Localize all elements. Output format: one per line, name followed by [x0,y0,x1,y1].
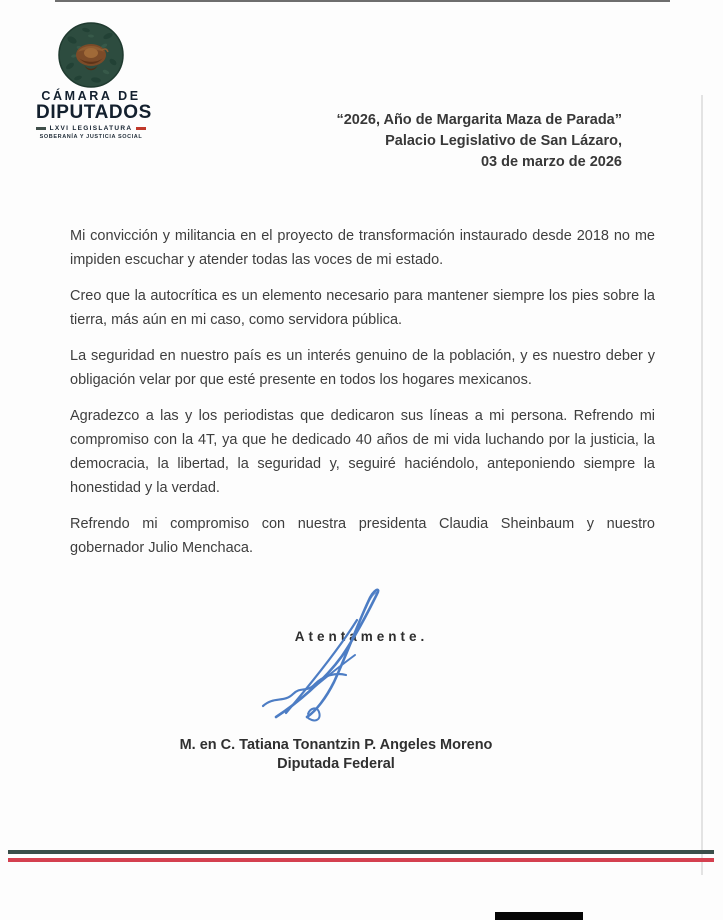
legislature-row [36,125,146,132]
letterhead-logo [36,22,152,140]
scan-right-edge-line [701,95,703,875]
paragraph-3: La seguridad en nuestro país es un interés genuino de la población, y es nuestro deber y obligación velar por que esté presente en todos los hogares mexicanos. [70,348,655,388]
scan-top-edge-line [55,0,670,2]
legislature-motto: SOBERANÍA Y JUSTICIA SOCIAL [39,134,143,140]
letter-body [70,224,655,572]
signer-name: M. en C. Tatiana Tonantzin P. Angeles Moreno [179,737,493,753]
footer-rule-red [8,858,714,862]
footer-rule-dark [8,850,714,854]
letter-header [336,110,622,173]
org-name-line1: CÁMARA DE [41,89,141,103]
paragraph-5: Refrendo mi compromiso con nuestra presidenta Claudia Sheinbaum y nuestro gobernador Julio Menchaca. [70,516,655,556]
legislature-dash-left-icon [36,127,46,130]
legislature-dash-right-icon [136,127,146,130]
coat-of-arms-icon [58,22,124,88]
signer-block [100,736,572,774]
date-line: 03 de marzo de 2026 [480,154,622,170]
year-legend: “2026, Año de Margarita Maza de Parada” [336,112,622,128]
handwritten-signature-icon [256,584,406,730]
org-name-line2: DIPUTADOS [36,102,152,123]
salutation: Atentamente. [294,629,429,644]
legislature-label: LXVI LEGISLATURA [49,125,133,132]
paragraph-2: Creo que la autocrítica es un elemento necesario para mantener siempre los pies sobre la tierra, más aún en mi caso, como servidora pública. [70,288,655,328]
bottom-black-bar [495,912,583,920]
paragraph-1: Mi convicción y militancia en el proyecto de transformación instaurado desde 2018 no me impiden escuchar y atender todas las voces de mi estado. [70,228,655,268]
signer-title: Diputada Federal [277,756,395,772]
paragraph-4: Agradezco a las y los periodistas que dedicaron sus líneas a mi persona. Refrendo mi compromiso con la 4T, ya que he dedicado 40 años de mi vida luchando por la justicia, la democracia, la libertad, la seguridad y, seguiré haciéndolo, anteponiendo siempre la honestidad y la verdad. [70,408,655,496]
place-line: Palacio Legislativo de San Lázaro, [385,133,622,149]
